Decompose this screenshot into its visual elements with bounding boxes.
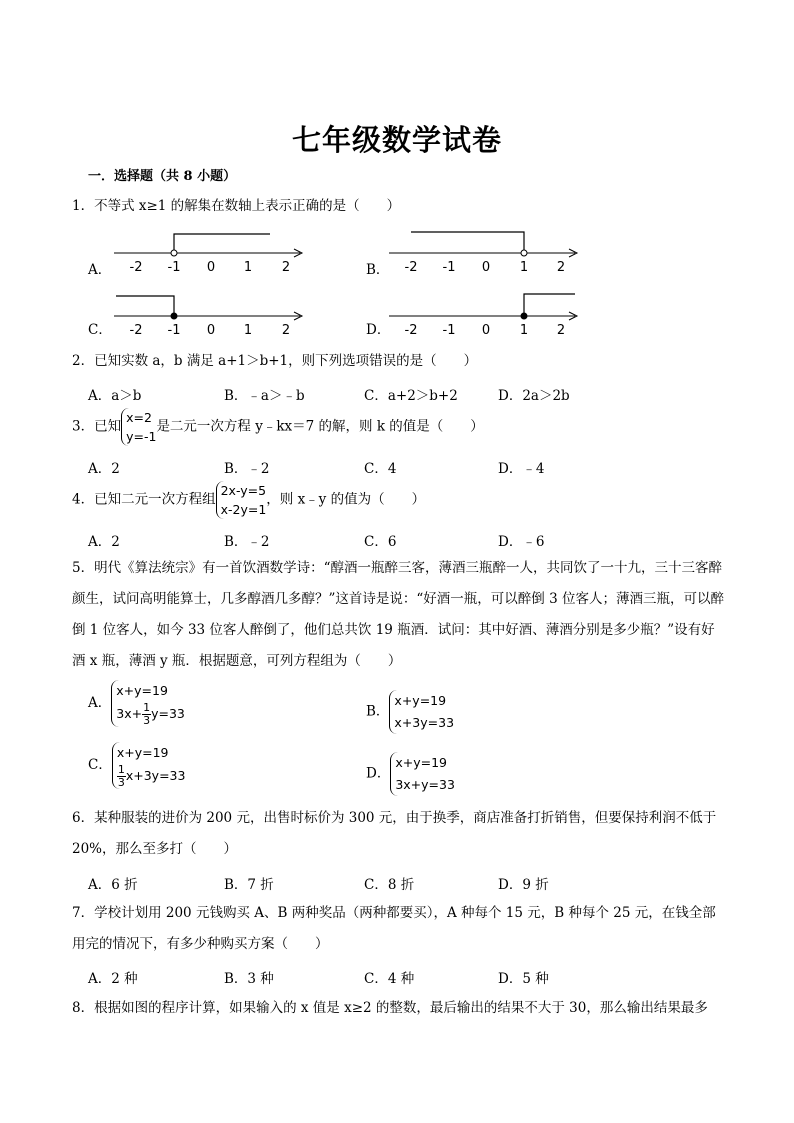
tick-label: 1 — [243, 323, 253, 338]
q3-suffix: 是二元一次方程 y﹣kx＝7 的解，则 k 的值是（ ） — [156, 418, 484, 435]
q4-option-d: D．﹣6 — [498, 534, 545, 550]
tick-label: 0 — [206, 323, 216, 338]
q6-option-a: A．6 折 — [88, 877, 138, 893]
q3-prefix: 3．已知 — [72, 418, 122, 435]
q5-a-eq-1: x+y=19 — [116, 683, 168, 698]
q4-prefix: 4．已知二元一次方程组 — [72, 491, 216, 508]
q5-option-d — [366, 752, 455, 796]
q4-option-a: A．2 — [88, 534, 120, 550]
section-heading: 一．选择题（共 8 小题） — [88, 169, 237, 184]
q1-option-c-label: C． — [88, 322, 112, 338]
tick-label: 2 — [281, 260, 291, 275]
q5-option-a-system — [111, 680, 185, 727]
q4-eq-1: 2x-y=5 — [220, 483, 267, 498]
question-8-text: 8．根据如图的程序计算，如果输入的 x 值是 x≥2 的整数，最后输出的结果不大于 30，那么输出结果最多 — [72, 1000, 708, 1016]
fraction — [142, 702, 151, 727]
q5-d-eq-2: 3x+y=33 — [395, 777, 455, 792]
q5-option-b-label: B． — [366, 703, 390, 720]
q3-option-d: D．﹣4 — [498, 461, 545, 477]
tick-label: -1 — [167, 323, 181, 338]
number-line-b — [385, 226, 585, 276]
q2-option-c: C．a+2＞b+2 — [364, 388, 458, 404]
fraction — [117, 764, 126, 789]
q5-a-eq-2-lead: 3x+ — [116, 706, 143, 721]
tick-label: 2 — [281, 323, 291, 338]
q5-b-eq-2: x+3y=33 — [394, 715, 455, 730]
q6-option-c: C．8 折 — [364, 877, 415, 893]
q5-d-eq-1: x+y=19 — [395, 755, 447, 770]
q5-b-eq-1: x+y=19 — [394, 693, 447, 708]
q6-option-b: B．7 折 — [224, 877, 274, 893]
tick-label: 0 — [481, 260, 491, 275]
q4-option-b: B．﹣2 — [224, 534, 270, 550]
tick-label: -2 — [404, 260, 418, 275]
fraction-numerator: 1 — [143, 701, 151, 714]
page-title: 七年级数学试卷 — [291, 123, 502, 157]
q5-c-eq-2 — [117, 764, 186, 789]
q7-option-d: D．5 种 — [498, 971, 549, 987]
tick-label: 1 — [243, 260, 253, 275]
q2-option-d: D．2a＞2b — [498, 388, 570, 404]
q7-option-b: B．3 种 — [224, 971, 274, 987]
q5-option-b-system — [389, 690, 454, 734]
tick-label: -1 — [442, 323, 456, 338]
q5-option-a-label: A． — [88, 695, 112, 711]
number-line-a — [110, 226, 310, 276]
q3-option-b: B．﹣2 — [224, 461, 270, 477]
tick-label: -1 — [442, 260, 456, 275]
fraction-denominator: 3 — [117, 776, 125, 789]
tick-label: 0 — [481, 323, 491, 338]
q5-c-eq-1: x+y=19 — [116, 745, 169, 760]
q3-equation-system — [121, 408, 156, 446]
fraction-denominator: 3 — [143, 714, 151, 727]
q7-option-c: C．4 种 — [364, 971, 415, 987]
question-1-text: 1．不等式 x≥1 的解集在数轴上表示正确的是（ ） — [72, 198, 401, 214]
q6-option-d: D．9 折 — [498, 877, 549, 893]
tick-label: -2 — [129, 323, 143, 338]
q5-option-d-system — [390, 752, 455, 796]
question-3-text — [72, 408, 484, 446]
q1-option-b-label: B． — [366, 262, 390, 278]
q7-option-a: A．2 种 — [88, 971, 138, 987]
tick-label: 2 — [556, 323, 566, 338]
q3-option-c: C．4 — [364, 461, 397, 477]
q5-a-eq-2 — [116, 702, 185, 727]
q3-option-a: A．2 — [88, 461, 120, 477]
tick-label: 1 — [519, 260, 529, 275]
q1-option-a-label: A． — [88, 262, 112, 278]
fraction-numerator: 1 — [117, 763, 125, 776]
tick-label: -2 — [129, 260, 143, 275]
q3-eq-2: y=-1 — [126, 429, 157, 444]
question-6-text: 6．某种服装的进价为 200 元，出售时标价为 300 元，由于换季，商店准备打折销售，但要保持利润不低于 20%，那么至多打（ ） — [72, 810, 717, 857]
number-line-c — [110, 289, 310, 339]
tick-label: -1 — [167, 260, 181, 275]
q2-option-a: A．a＞b — [88, 388, 142, 404]
number-line-d — [385, 289, 585, 339]
tick-label: 2 — [556, 260, 566, 275]
tick-label: 0 — [206, 260, 216, 275]
question-5-text: 5．明代《算法统宗》有一首饮酒数学诗：“醇酒一瓶醉三客，薄酒三瓶醉一人，共同饮了一十九，三十三客醉颜生，试问高明能算士，几多醇酒几多醇？”这首诗是说：“好酒一瓶，可以醉倒 3 位客人；薄酒三瓶，可以醉倒 1 位客人，如今 33 位客人醉倒了，他们总共饮 19 瓶酒．试问：其中好酒、薄酒分别是多少瓶？”设有好酒 x 瓶，薄酒 y 瓶．根据题意，可列方程组为（ ） — [72, 560, 724, 669]
q5-option-b — [366, 690, 454, 734]
q4-suffix: ，则 x﹣y 的值为（ ） — [266, 491, 426, 508]
q5-c-eq-2-tail: x+3y=33 — [125, 768, 186, 783]
q5-option-d-label: D． — [366, 765, 391, 782]
q5-option-c — [88, 742, 185, 789]
q5-option-a — [88, 680, 185, 727]
q1-option-d-label: D． — [366, 322, 391, 338]
q5-option-c-label: C． — [88, 757, 112, 773]
q4-option-c: C．6 — [364, 534, 397, 550]
q3-eq-1: x=2 — [126, 410, 152, 425]
q5-option-c-system — [112, 742, 186, 789]
q5-a-eq-2-tail: y=33 — [151, 706, 185, 721]
q4-eq-2: x-2y=1 — [220, 502, 267, 517]
q4-equation-system — [216, 481, 267, 519]
tick-label: -2 — [404, 323, 418, 338]
question-2-text: 2．已知实数 a，b 满足 a+1＞b+1，则下列选项错误的是（ ） — [72, 353, 478, 369]
tick-label: 1 — [519, 323, 529, 338]
question-7-text: 7．学校计划用 200 元钱购买 A、B 两种奖品（两种都要买），A 种每个 15 元，B 种每个 25 元，在钱全部用完的情况下，有多少种购买方案（ ） — [72, 905, 716, 952]
q2-option-b: B．﹣a＞﹣b — [224, 388, 305, 404]
question-4-text — [72, 481, 425, 519]
